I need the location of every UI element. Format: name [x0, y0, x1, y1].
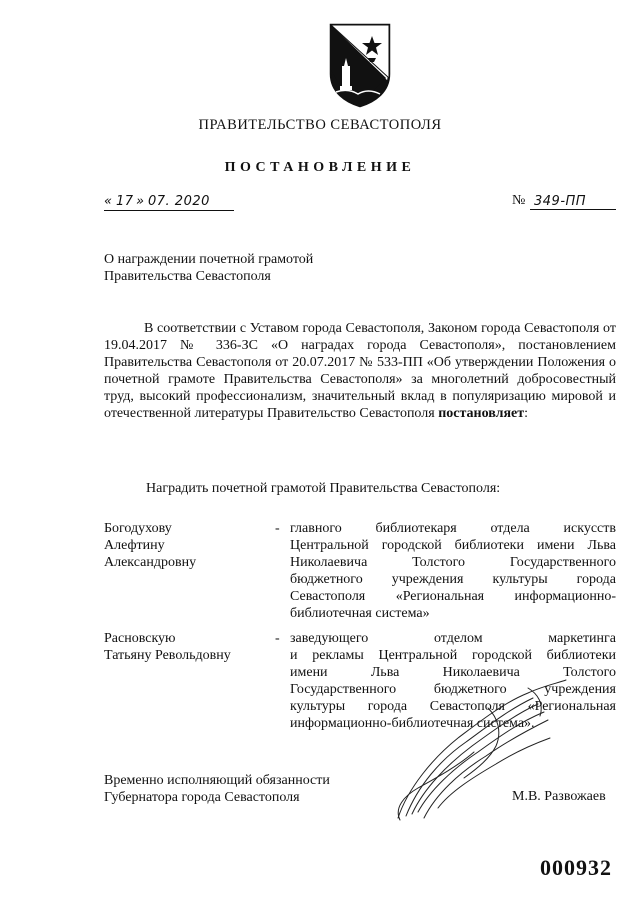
awardee-dash: - [275, 631, 280, 646]
awardee-name-line: Алефтину [104, 538, 165, 553]
number-value: 349-ПП [534, 194, 587, 209]
date-month-year: 07. 2020 [148, 194, 210, 209]
position-line: и рекламы Центральной городской библиотеки [290, 648, 616, 663]
signatory-name: М.В. Развожаев [512, 789, 606, 804]
date-separator: » [136, 194, 145, 209]
position-line: Николаевича Толстого Государственного [290, 555, 616, 570]
serial-number: 000932 [540, 855, 612, 880]
document-date [104, 192, 234, 211]
preamble-end: : [524, 406, 529, 421]
awardee-name-line: Татьяну Револьдовну [104, 648, 231, 663]
coat-of-arms-icon [328, 22, 392, 108]
position-line: бюджетного учреждения культуры города [290, 572, 616, 587]
date-day: 17 [116, 194, 134, 209]
signatory-title [104, 772, 330, 806]
position-line: информационно-библиотечная система». [290, 716, 535, 731]
preamble-bold: постановляет [438, 406, 525, 421]
position-line: имени Льва Николаевича Толстого [290, 665, 616, 680]
award-intro: Наградить почетной грамотой Правительства Севастополя: [146, 481, 501, 496]
government-title: ПРАВИТЕЛЬСТВО СЕВАСТОПОЛЯ [198, 117, 442, 133]
position-line: Центральной городской библиотеки имени Льва [290, 538, 616, 553]
signatory-title-line: Временно исполняющий обязанности [104, 773, 330, 788]
signature-image [378, 668, 578, 828]
awardee-name [104, 630, 231, 664]
position-line: библиотечная система» [290, 606, 430, 621]
awardee-name [104, 520, 196, 571]
date-prefix: « [104, 194, 113, 209]
position-line: Севастополя «Региональная информационно- [290, 589, 616, 604]
awardee-dash: - [275, 521, 280, 536]
number-prefix: № [512, 193, 526, 208]
awardee-name-line: Богодухову [104, 521, 172, 536]
position-line: Государственного бюджетного учреждения [290, 682, 616, 697]
position-line: культуры города Севастополя «Региональная [290, 699, 616, 714]
preamble-text: В соответствии с Уставом города Севастополя, Законом города Севастополя от 19.04.2017 № 336-ЗС «О наградах города Севастополя», постановлением Правительства Севастополя от 20.07.2017 № 533-ПП «Об утверждении Положения о почетной грамоте Правительства Севастополя» за многолетний добросовестный труд, высокий профессионализм, значительный вклад в популяризацию мировой и отечественной литературы Правительство Севастополя [104, 321, 616, 421]
document-subject [104, 251, 313, 285]
awardee-name-line: Расновскую [104, 631, 176, 646]
awardee-name-line: Александровну [104, 555, 197, 570]
awardee-position [290, 520, 616, 622]
subject-line: Правительства Севастополя [104, 269, 271, 284]
document-number [512, 192, 616, 210]
position-line: главного библиотекаря отдела искусств [290, 521, 616, 536]
preamble-paragraph [104, 320, 616, 422]
signatory-title-line: Губернатора города Севастополя [104, 790, 300, 805]
subject-line: О награждении почетной грамотой [104, 252, 314, 267]
document-type: ПОСТАНОВЛЕНИЕ [224, 160, 416, 175]
position-line: заведующего отделом маркетинга [290, 631, 616, 646]
